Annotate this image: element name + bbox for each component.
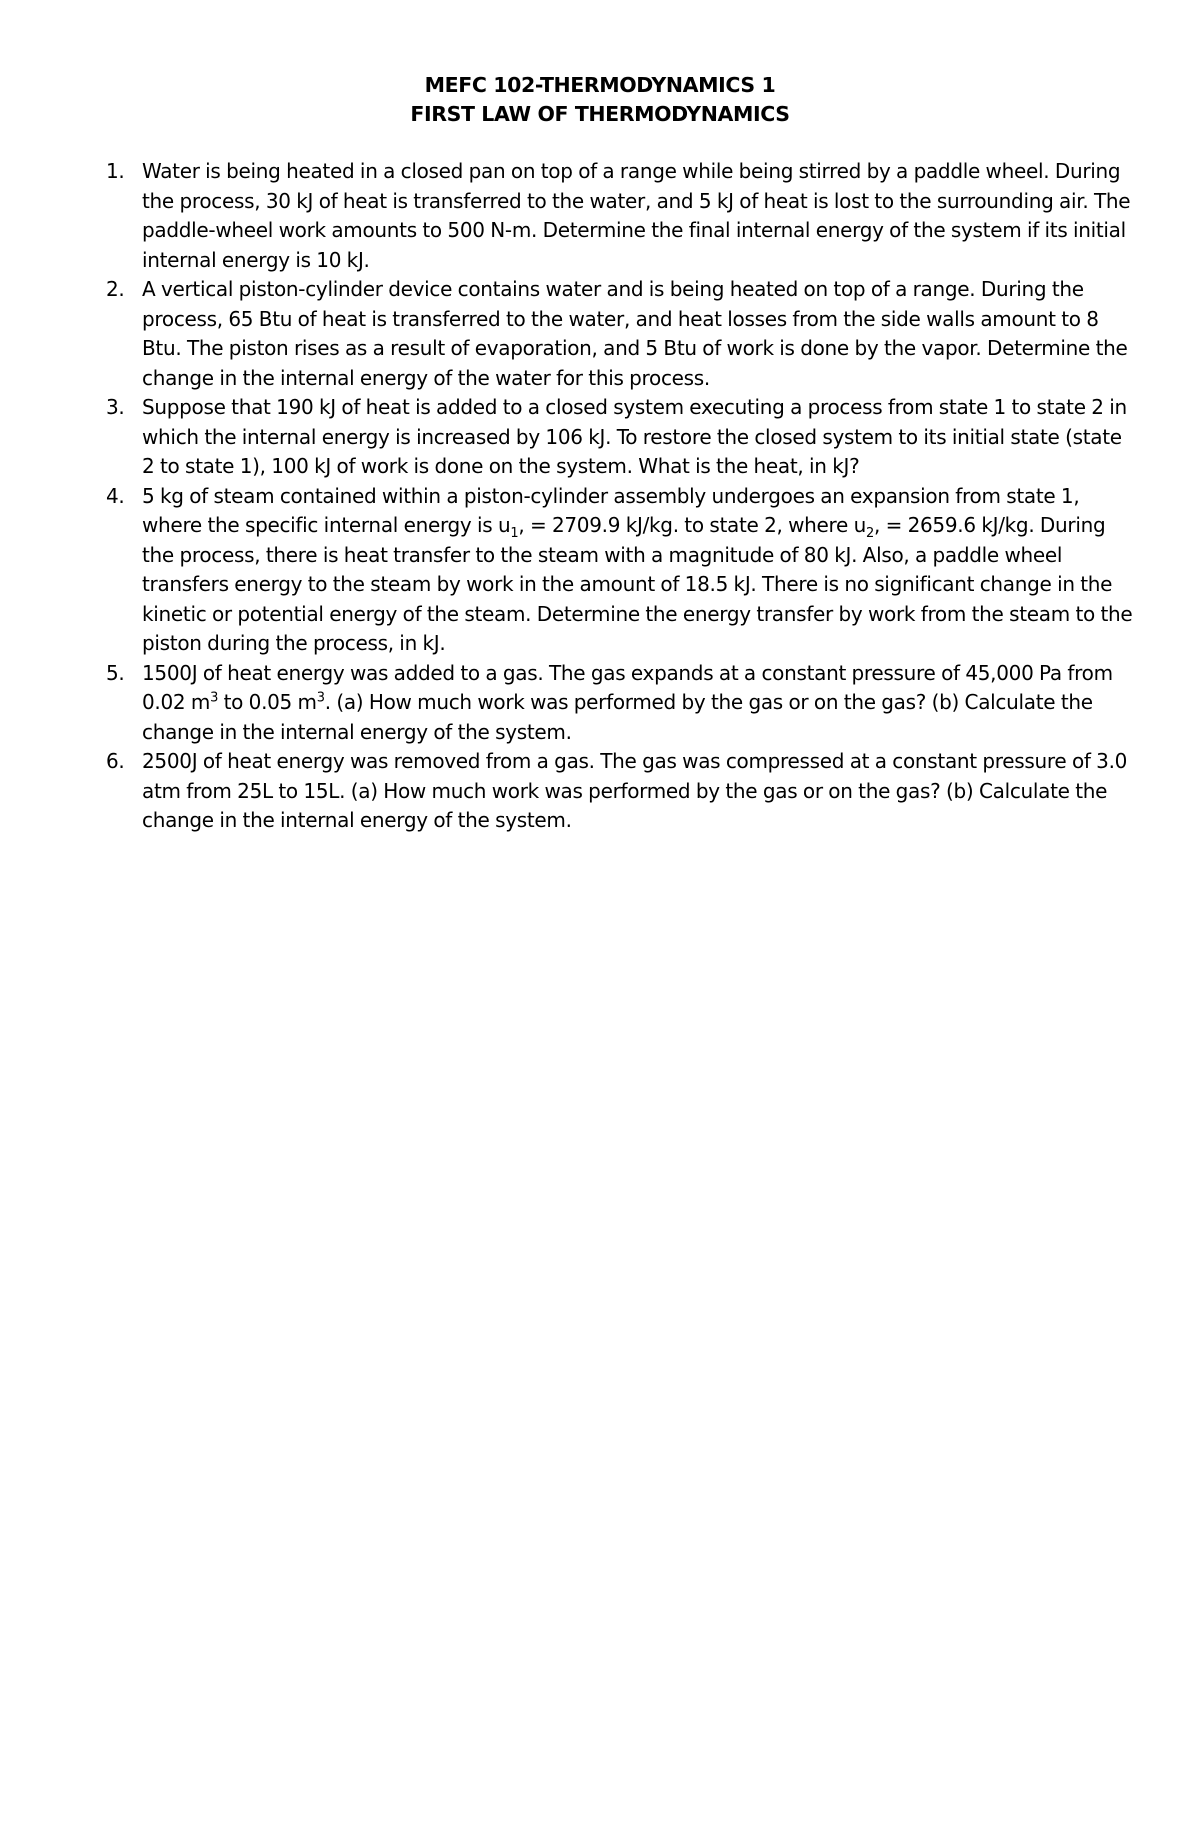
problem-1 [106, 157, 1136, 275]
topic-title: FIRST LAW OF THERMODYNAMICS [410, 102, 790, 126]
subscript: 2 [865, 526, 874, 541]
problem-number: 6. [106, 749, 125, 773]
problem-text: Water is being heated in a closed pan on top of a range while being stirred by a paddle wheel. During the process, 30 kJ of heat is transferred to the water, and 5 kJ of heat is lost to the surrounding air. The paddle-wheel work amounts to 500 N-m. Determine the final internal energy of the system if its initial internal energy is 10 kJ. [142, 159, 1131, 272]
course-title: MEFC 102-THERMODYNAMICS 1 [424, 73, 776, 97]
problem-text: Suppose that 190 kJ of heat is added to a closed system executing a process from state 1 to state 2 in which the internal energy is increased by 106 kJ. To restore the closed system to its initial state (state 2 to state 1), 100 kJ of work is done on the system. What is the heat, in kJ? [142, 395, 1127, 478]
problem-4 [106, 482, 1136, 659]
problem-text-part: 5 kg of steam contained within a piston-cylinder assembly undergoes an expansion from state 1, where the specific internal energy is u [142, 483, 1080, 537]
document-heading [0, 71, 1200, 129]
problem-number: 2. [106, 277, 125, 301]
problem-2 [106, 275, 1136, 393]
problem-number: 4. [106, 483, 125, 508]
problem-text-part: , = 2659.6 kJ/kg. During the process, there is heat transfer to the steam with a magnitude of 80 kJ. Also, a paddle wheel transfers energy to the steam by work in the amount of 18.5 kJ. There is no significant change in the kinetic or potential energy of the steam. Determine the energy transfer by work from the steam to the piston during the process, in kJ. [142, 513, 1133, 655]
problem-text [142, 661, 1113, 744]
problem-number: 5. [106, 660, 125, 685]
superscript: 3 [316, 690, 325, 706]
problem-number: 3. [106, 395, 125, 419]
problem-text: A vertical piston-cylinder device contains water and is being heated on top of a range. During the process, 65 Btu of heat is transferred to the water, and heat losses from the side walls amount to 8 Btu. The piston rises as a result of evaporation, and 5 Btu of work is done by the vapor. Determine the change in the internal energy of the water for this process. [142, 277, 1128, 390]
problem-number: 1. [106, 159, 125, 183]
problem-text: 2500J of heat energy was removed from a gas. The gas was compressed at a constant pressure of 3.0 atm from 25L to 15L. (a) How much work was performed by the gas or on the gas? (b) Calculate the change in the internal energy of the system. [142, 749, 1128, 832]
problem-3 [106, 393, 1136, 482]
problem-text-part: to 0.05 m [218, 690, 317, 714]
problem-text-part: . (a) How much work was performed by the gas or on the gas? (b) Calculate the change in the internal energy of the system. [142, 690, 1093, 744]
problem-text-part: , = 2709.9 kJ/kg. to state 2, where u [518, 513, 866, 537]
problem-list [106, 157, 1136, 836]
problem-text-part: 1500J of heat energy was added to a gas. The gas expands at a constant pressure of 45,000 Pa from 0.02 m [142, 660, 1113, 714]
problem-5 [106, 659, 1136, 748]
subscript: 1 [510, 526, 519, 541]
problem-text [142, 484, 1132, 656]
problem-6 [106, 747, 1136, 836]
superscript: 3 [210, 690, 219, 706]
